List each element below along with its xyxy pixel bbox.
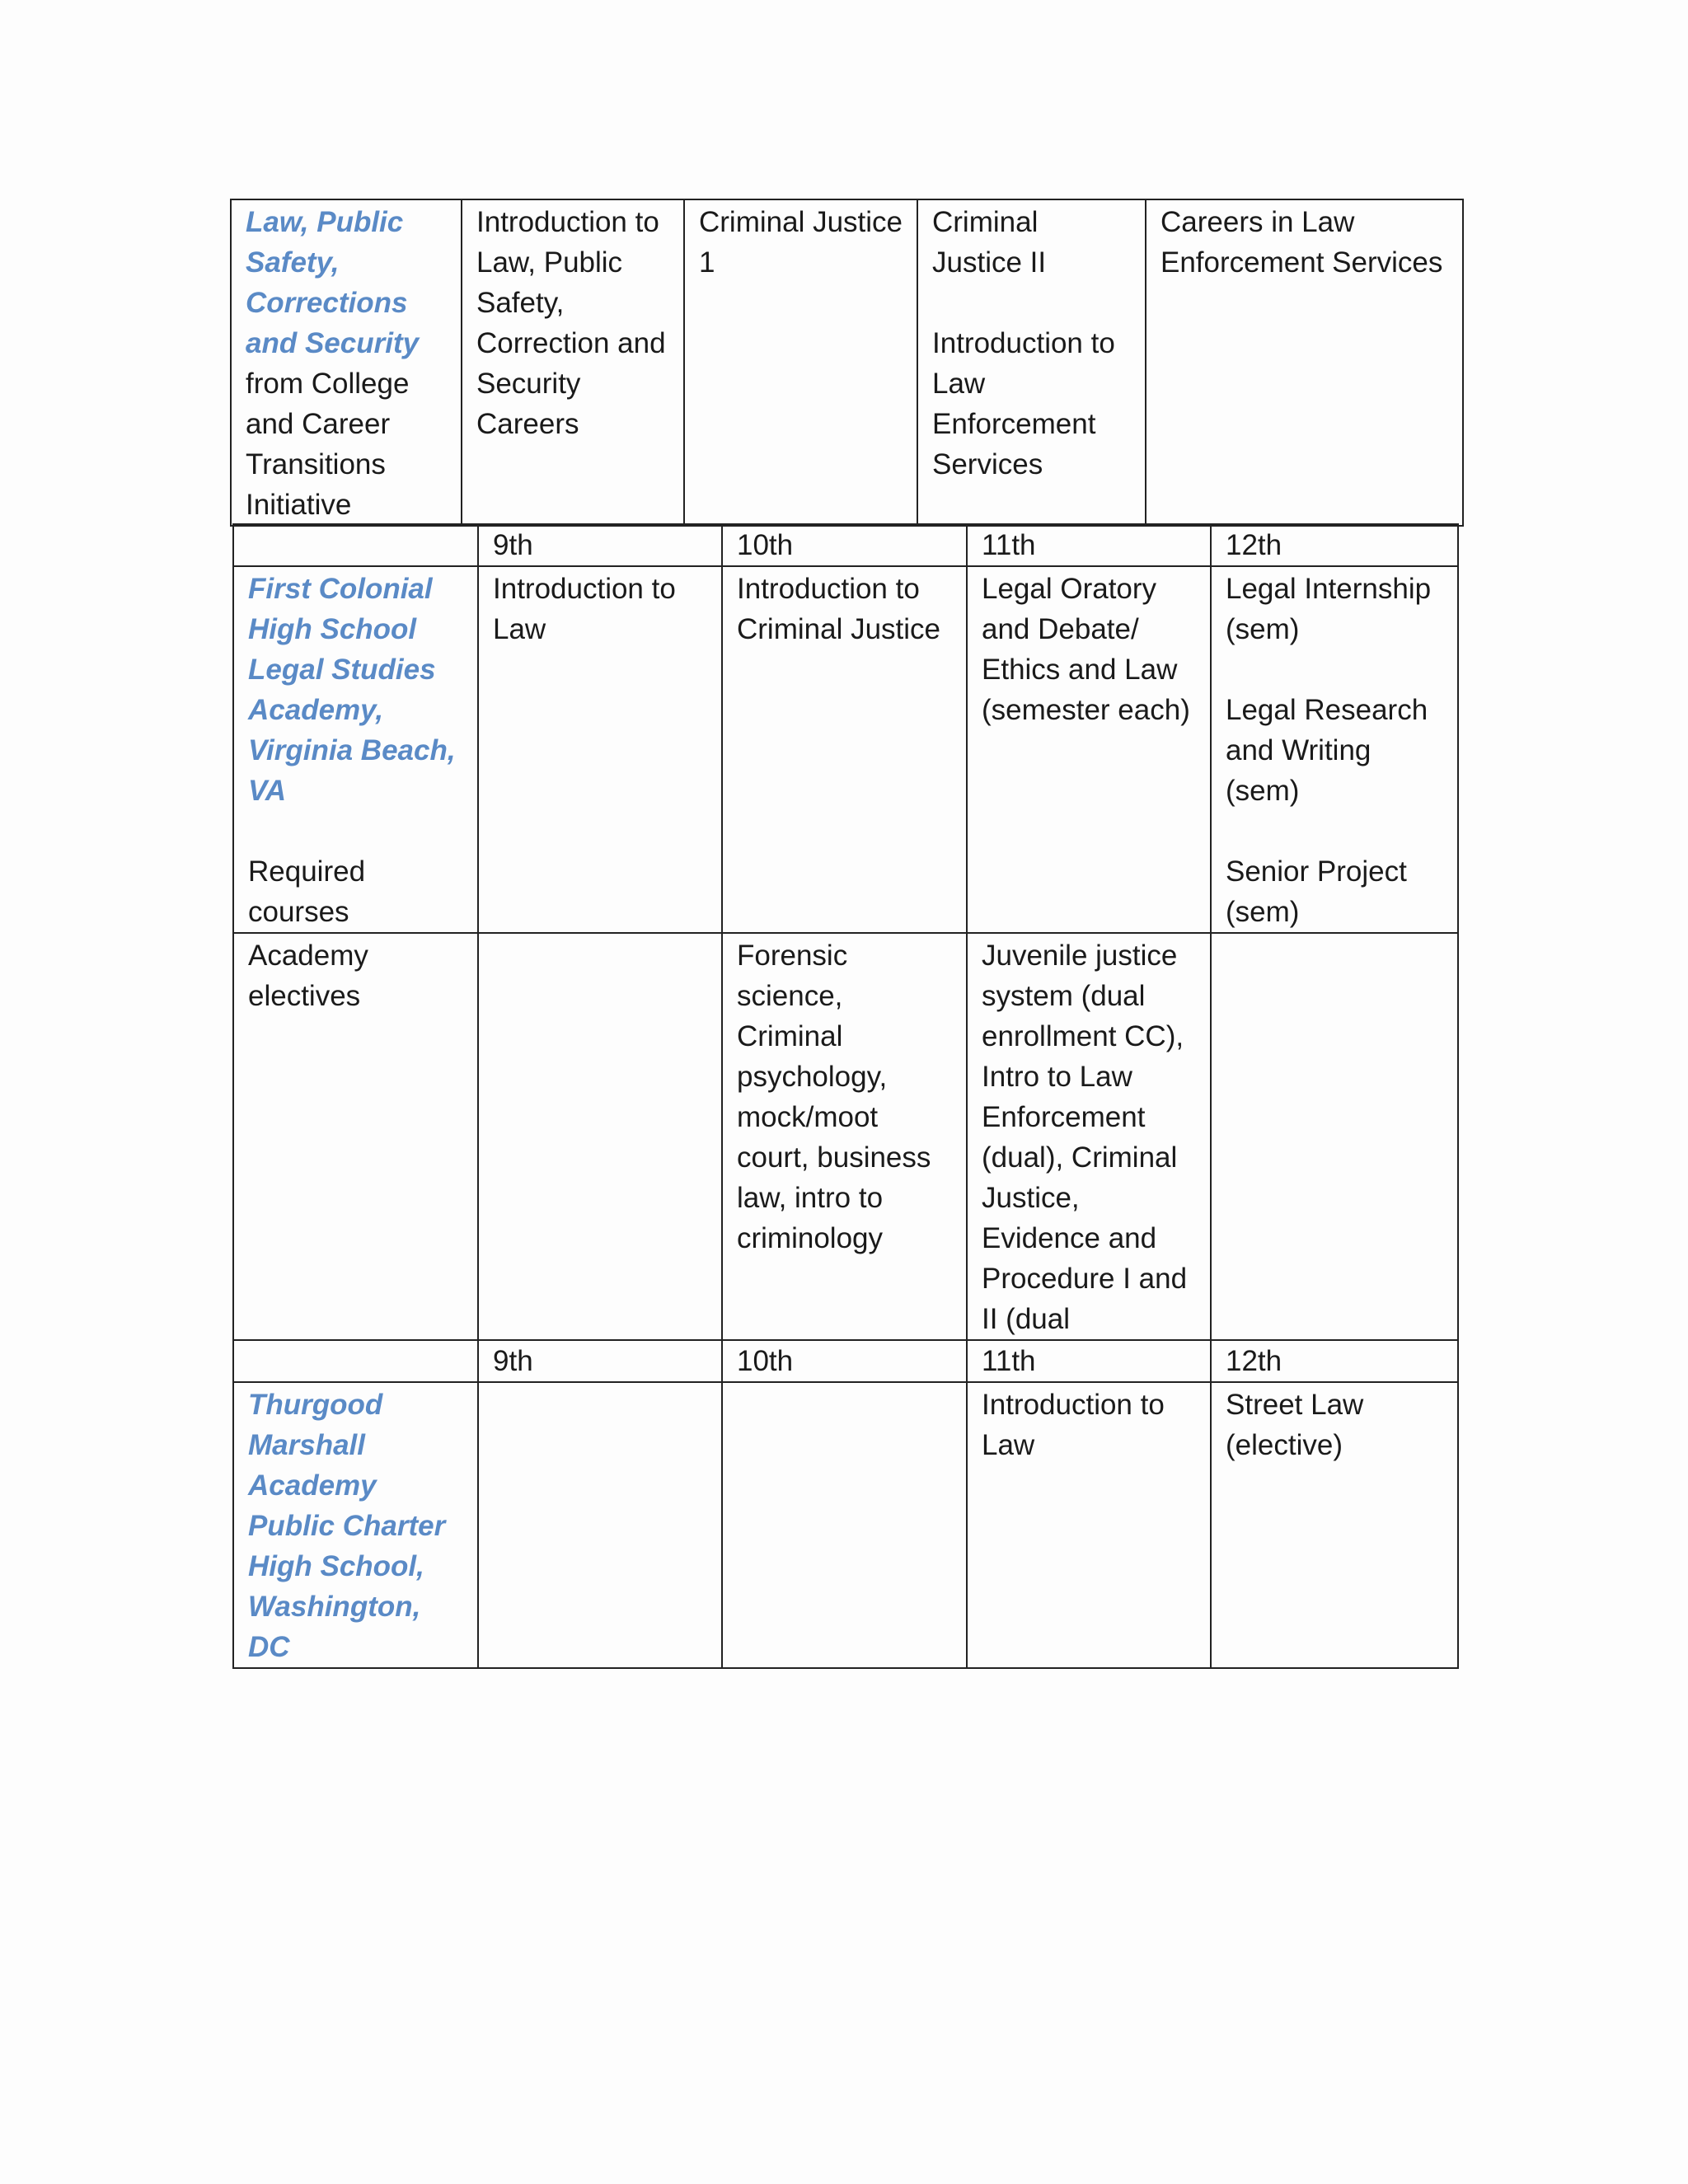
tm-course-9: [478, 1382, 722, 1668]
grade-11-b: 11th: [967, 1340, 1211, 1382]
grade-10: 10th: [722, 524, 967, 566]
grade-11: 11th: [967, 524, 1211, 566]
grade-10-b: 10th: [722, 1340, 967, 1382]
required-course-11: Legal Oratory and Debate/ Ethics and Law (semester each): [967, 566, 1211, 933]
grade-12-b: 12th: [1211, 1340, 1458, 1382]
required-course-12: Legal Internship (sem) Legal Research and Writing (sem) Senior Project (sem): [1211, 566, 1458, 933]
required-course-9: Introduction to Law: [478, 566, 722, 933]
grade-9: 9th: [478, 524, 722, 566]
school-name: First Colonial High School Legal Studies Academy, Virginia Beach, VA: [248, 573, 456, 807]
grade-12: 12th: [1211, 524, 1458, 566]
grade-header-row: [233, 524, 1458, 566]
school-cell-thurgood-marshall: [233, 1382, 478, 1668]
elective-12: [1211, 933, 1458, 1340]
grade-header-empty-2: [233, 1340, 478, 1382]
grade-header-empty: [233, 524, 478, 566]
elective-11: Juvenile justice system (dual enrollment CC), Intro to Law Enforcement (dual), Criminal Justice, Evidence and Procedure I and II (dual: [967, 933, 1211, 1340]
school-cell-first-colonial: [233, 566, 478, 933]
required-courses-row: [233, 566, 1458, 933]
required-course-10: Introduction to Criminal Justice: [722, 566, 967, 933]
program-source: from College and Career Transitions Initiative: [246, 368, 410, 521]
elective-10: Forensic science, Criminal psychology, mock/moot court, business law, intro to criminology: [722, 933, 967, 1340]
electives-row: [233, 933, 1458, 1340]
program-cell: [231, 199, 462, 526]
pathway-table: [230, 199, 1464, 527]
pathway-course-1: Introduction to Law, Public Safety, Correction and Security Careers: [462, 199, 684, 526]
pathway-course-4: Careers in Law Enforcement Services: [1146, 199, 1463, 526]
school-name-2: Thurgood Marshall Academy Public Charter High School, Washington, DC: [248, 1389, 446, 1663]
grade-header-row-2: [233, 1340, 1458, 1382]
tm-course-11: Introduction to Law: [967, 1382, 1211, 1668]
program-title: Law, Public Safety, Corrections and Security: [246, 206, 420, 359]
required-label: Required courses: [248, 855, 366, 928]
grade-9-b: 9th: [478, 1340, 722, 1382]
electives-label: Academy electives: [233, 933, 478, 1340]
pathway-row: [231, 199, 1463, 526]
tm-course-10: [722, 1382, 967, 1668]
schools-table: [232, 523, 1459, 1669]
thurgood-marshall-row: [233, 1382, 1458, 1668]
pathway-course-3: Criminal Justice II Introduction to Law Enforcement Services: [917, 199, 1146, 526]
pathway-course-2: Criminal Justice 1: [684, 199, 917, 526]
tm-course-12: Street Law (elective): [1211, 1382, 1458, 1668]
elective-9: [478, 933, 722, 1340]
